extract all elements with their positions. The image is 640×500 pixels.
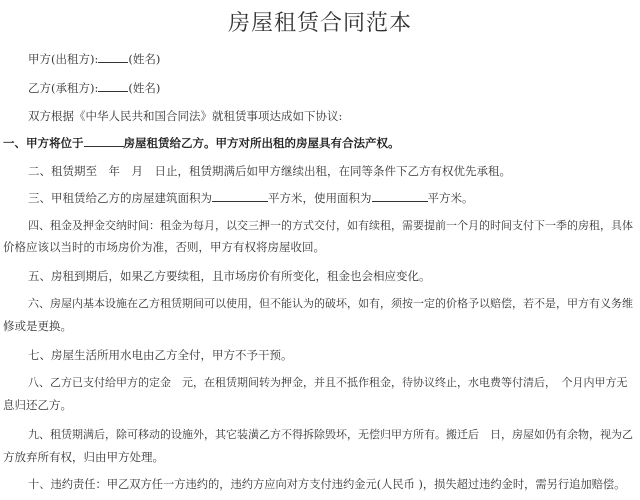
clause-2: 二、租赁期至 年 月 日止，租赁期满后如甲方继续出租，在同等条件下乙方有权优先承租。 [28,164,511,178]
party-b-label: 乙方(承租方): [28,81,99,95]
clause-6-line-1: 六、房屋内基本设施在乙方租赁期间可以使用，但不能认为的破坏，如有，须按一定的价格予以赔偿，若不是，甲方有义务维 [28,297,633,310]
clause-4-line-1: 四、租金及押金交纳时间：租金为每月，以交三押一的方式交付，如有续租，需要提前一个月的时间支付下一季的房租，具体 [28,219,633,232]
clause-8-line-1: 八、乙方已支付给甲方的定金 元，在租赁期间转为押金，并且不抵作租金，待协议终止，水电费等付清后， 个月内甲方无 [28,376,628,389]
clause-3-area-blank [212,189,268,202]
clause-8-line-2: 息归还乙方。 [3,398,72,412]
party-a-line [28,48,632,70]
party-b-suffix: (姓名) [128,81,161,95]
clause-1-text-a: 一、甲方将位于 [3,136,84,150]
clause-3-usable-area-blank [372,189,428,202]
party-a-name-blank [98,50,128,63]
clause-5: 五、房租到期后，如果乙方要续租，且市场房价有所变化，租金也会相应变化。 [28,269,431,283]
clause-3-text-c: 平方米。 [427,191,474,205]
clause-4-line-2: 价格应该以当时的市场房价为准，否则，甲方有权将房屋收回。 [3,240,325,254]
clause-1-address-blank [84,134,124,147]
party-a-label: 甲方(出租方): [28,52,99,66]
clause-3-text-a: 三、甲租赁给乙方的房屋建筑面积为 [28,191,212,205]
clause-10: 十、违约责任：甲乙双方任一方违约的，违约方应向对方支付违约金元(人民币 )，损失超过违约金时，需另行追加赔偿。 [28,478,626,491]
clause-9-line-2: 方放弃所有权，归由甲方处理。 [3,450,164,464]
party-b-name-blank [98,79,128,92]
clause-3 [28,187,632,209]
clause-6-line-2: 修或是更换。 [3,319,72,333]
clause-7: 七、房屋生活所用水电由乙方全付，甲方不予干预。 [28,348,293,362]
party-b-line [28,77,632,99]
clause-3-text-b: 平方米，使用面积为 [268,191,372,205]
clause-9-line-1: 九、租赁期满后，除可移动的设施外，其它装潢乙方不得拆除毁坏，无偿归甲方所有。搬迁后 日，房屋如仍有余物，视为乙 [28,428,633,441]
intro-paragraph: 双方根据《中华人民共和国合同法》就租赁事项达成如下协议: [28,109,343,123]
party-a-suffix: (姓名) [128,52,161,66]
clause-1-text-b: 房屋租赁给乙方。甲方对所出租的房屋具有合法产权。 [123,136,400,150]
document-title: 房屋租赁合同范本 [227,11,412,36]
clause-1 [3,132,607,154]
